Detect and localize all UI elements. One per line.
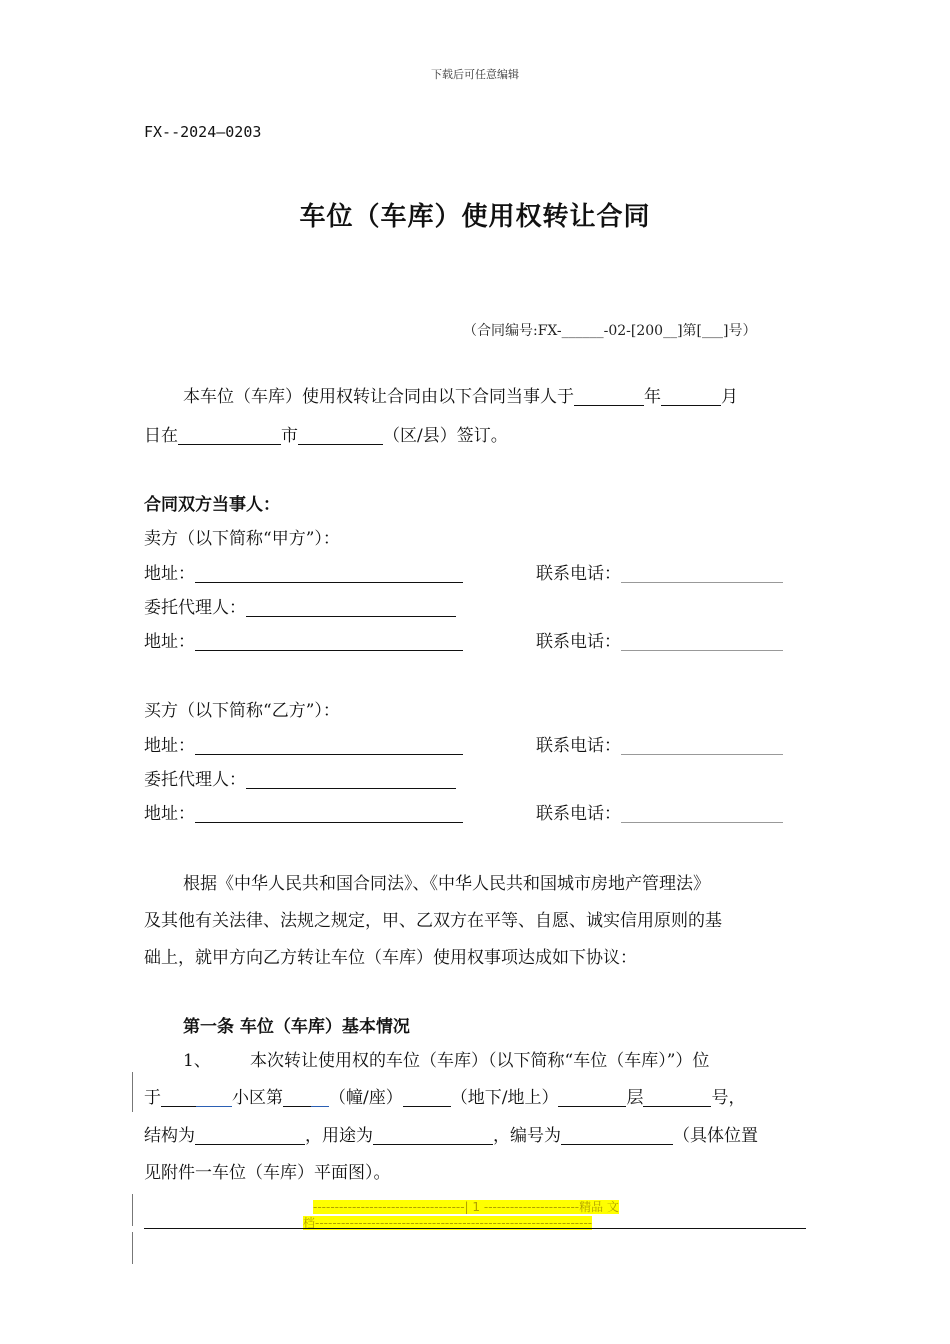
structure-label: 结构为 bbox=[144, 1126, 195, 1146]
month-blank bbox=[661, 385, 721, 406]
seller-address-row bbox=[144, 556, 463, 592]
community-blank-a bbox=[161, 1086, 196, 1107]
seller-address-blank bbox=[195, 562, 463, 583]
community-label: 小区第 bbox=[232, 1088, 283, 1108]
footer-rule bbox=[144, 1228, 806, 1229]
buyer-label: 买方（以下简称“乙方”）： bbox=[144, 701, 340, 721]
address-label: 地址： bbox=[144, 632, 195, 652]
buyer-agent-phone-row bbox=[536, 796, 783, 832]
position-note: （具体位置 bbox=[673, 1126, 758, 1146]
number-blank bbox=[643, 1086, 711, 1107]
buyer-address-blank bbox=[195, 734, 463, 755]
building-label: （幢/座） bbox=[329, 1088, 403, 1108]
level-type-label: （地下/地上） bbox=[450, 1088, 559, 1108]
buyer-agent-row bbox=[144, 762, 456, 798]
district-label: （区/县）签订。 bbox=[383, 426, 508, 446]
revision-bar bbox=[132, 1232, 133, 1264]
seller-phone-blank bbox=[621, 562, 783, 583]
preamble-line-3: 础上，就甲方向乙方转让车位（车库）使用权事项达成如下协议： bbox=[144, 948, 637, 968]
phone-label: 联系电话： bbox=[536, 804, 621, 824]
phone-label: 联系电话： bbox=[536, 736, 621, 756]
seller-phone-row bbox=[536, 556, 783, 592]
city-label: 市 bbox=[281, 426, 298, 446]
seller-agent-address-row bbox=[144, 624, 463, 660]
buyer-agent-blank bbox=[246, 768, 456, 789]
buyer-address-row bbox=[144, 728, 463, 764]
agent-label: 委托代理人： bbox=[144, 770, 246, 790]
year-blank bbox=[574, 385, 644, 406]
structure-blank bbox=[195, 1124, 305, 1145]
seller-agent-row bbox=[144, 590, 456, 626]
preamble-line-2: 及其他有关法律、法规之规定，甲、乙双方在平等、自愿、诚实信用原则的基 bbox=[144, 911, 722, 931]
district-blank bbox=[298, 424, 383, 445]
community-blank-b bbox=[196, 1086, 232, 1107]
year-label: 年 bbox=[644, 387, 661, 407]
seller-agent-phone-blank bbox=[621, 630, 783, 651]
number-label: 号， bbox=[711, 1088, 746, 1108]
revision-bar bbox=[132, 1194, 133, 1226]
seller-agent-phone-row bbox=[536, 624, 783, 660]
intro-text: 本车位（车库）使用权转让合同由以下合同当事人于 bbox=[183, 387, 574, 407]
usage-label: ，用途为 bbox=[305, 1126, 373, 1146]
revision-bar bbox=[132, 1072, 133, 1112]
header-note: 下载后可任意编辑 bbox=[431, 68, 519, 81]
address-label: 地址： bbox=[144, 736, 195, 756]
article-1-item-1-no: 1、 bbox=[183, 1051, 211, 1071]
building-blank-a bbox=[283, 1086, 311, 1107]
article-1-line-3 bbox=[144, 1118, 758, 1154]
address-label: 地址： bbox=[144, 804, 195, 824]
seller-agent-address-blank bbox=[195, 630, 463, 651]
code-label: ，编号为 bbox=[493, 1126, 561, 1146]
page-title: 车位（车库）使用权转让合同 bbox=[299, 202, 651, 232]
buyer-agent-address-blank bbox=[195, 802, 463, 823]
preamble-line-1: 根据《中华人民共和国合同法》、《中华人民共和国城市房地产管理法》 bbox=[183, 874, 710, 894]
footer-highlight-1: -----------------------------------| 1 ----------------------精品 文 bbox=[313, 1200, 619, 1214]
phone-label: 联系电话： bbox=[536, 564, 621, 584]
level-type-blank bbox=[403, 1086, 451, 1107]
day-label: 日在 bbox=[144, 426, 178, 446]
article-1-line-2 bbox=[144, 1080, 745, 1116]
footer-highlight-2: 档---------------------------------------------------------------- bbox=[303, 1216, 593, 1230]
parties-heading: 合同双方当事人： bbox=[144, 495, 280, 515]
intro-line-1 bbox=[183, 379, 738, 415]
city-blank bbox=[178, 424, 281, 445]
document-code: FX--2024—0203 bbox=[144, 123, 262, 141]
phone-label: 联系电话： bbox=[536, 632, 621, 652]
code-blank bbox=[561, 1124, 673, 1145]
address-label: 地址： bbox=[144, 564, 195, 584]
article-1-line-4: 见附件一车位（车库）平面图）。 bbox=[144, 1163, 391, 1183]
seller-label: 卖方（以下简称“甲方”）： bbox=[144, 529, 340, 549]
floor-blank bbox=[558, 1086, 626, 1107]
article-1-line-1: 本次转让使用权的车位（车库）（以下简称“车位（车库）”）位 bbox=[250, 1051, 710, 1071]
contract-number: （合同编号:FX-______-02-[200__]第[___]号） bbox=[463, 323, 757, 339]
building-blank-b bbox=[311, 1086, 329, 1107]
buyer-phone-row bbox=[536, 728, 783, 764]
article-1-heading: 第一条 车位（车库）基本情况 bbox=[183, 1017, 410, 1037]
location-prefix: 于 bbox=[144, 1088, 161, 1108]
month-label: 月 bbox=[721, 387, 738, 407]
buyer-agent-phone-blank bbox=[621, 802, 783, 823]
agent-label: 委托代理人： bbox=[144, 598, 246, 618]
seller-agent-blank bbox=[246, 596, 456, 617]
floor-label: 层 bbox=[626, 1088, 644, 1108]
buyer-phone-blank bbox=[621, 734, 783, 755]
usage-blank bbox=[373, 1124, 493, 1145]
buyer-agent-address-row bbox=[144, 796, 463, 832]
intro-line-2 bbox=[144, 418, 508, 454]
